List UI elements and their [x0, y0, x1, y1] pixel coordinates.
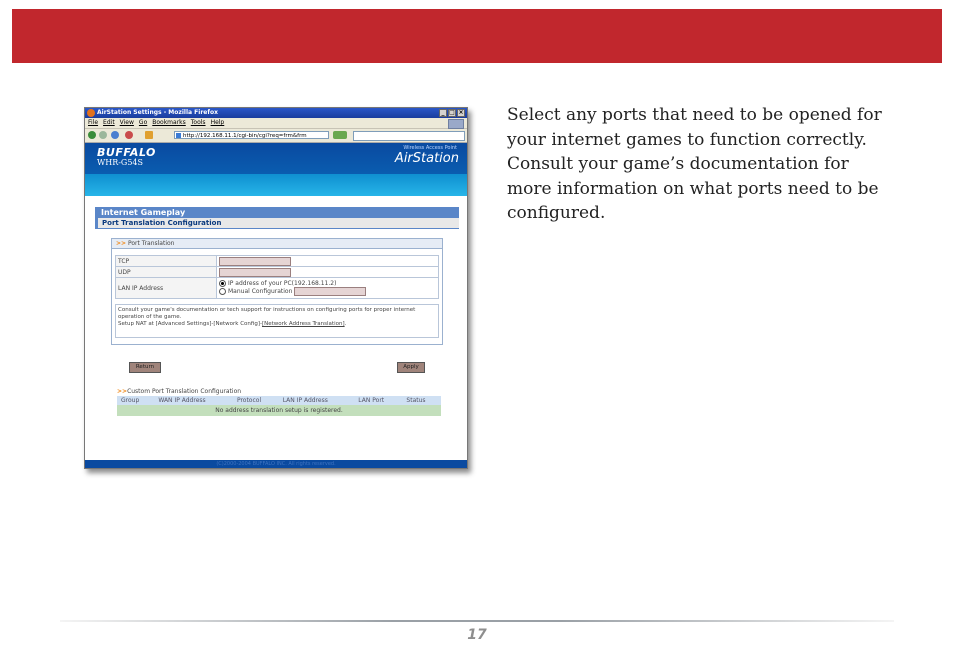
tcp-row	[116, 256, 439, 267]
udp-row	[116, 267, 439, 278]
custom-title: Custom Port Translation Configuration	[127, 388, 242, 395]
arrow-icon: >>	[116, 240, 127, 247]
close-button[interactable]: ×	[458, 109, 464, 116]
menu-file[interactable]: File	[88, 119, 99, 126]
menu-view[interactable]: View	[119, 119, 134, 126]
apply-button[interactable]: Apply	[397, 362, 425, 373]
section-title: Internet Gameplay	[95, 207, 459, 218]
instructions-note	[115, 304, 439, 338]
tcp-label: TCP	[116, 256, 217, 267]
manual-ip-input[interactable]	[294, 287, 366, 296]
table-row	[117, 405, 441, 416]
router-content	[85, 207, 467, 416]
manual-option: Manual Configuration	[228, 288, 293, 295]
menu-tools[interactable]: Tools	[190, 119, 206, 126]
firefox-icon	[87, 109, 95, 117]
browser-screenshot	[84, 107, 468, 469]
forward-icon[interactable]	[99, 131, 107, 139]
nat-link[interactable]: [Network Address Translation]	[261, 321, 345, 327]
tcp-port-input[interactable]	[219, 257, 291, 266]
footer-divider	[60, 620, 894, 622]
description-text: Select any ports that need to be opened for your internet games to function correctly. Consult your game’s documentation for more information on what ports need to be configured.	[507, 105, 882, 223]
tagline: Wireless Access Point	[403, 145, 457, 151]
panel-title	[112, 239, 442, 249]
menu-bookmarks[interactable]: Bookmarks	[152, 119, 186, 126]
pc-ip-option: IP address of your PC(192.168.11.2)	[228, 280, 337, 287]
router-header	[85, 143, 467, 196]
col-status: Status	[402, 396, 441, 405]
port-translation-panel	[111, 238, 443, 345]
manual-radio[interactable]	[219, 288, 226, 295]
custom-config-section	[117, 388, 441, 416]
lan-ip-label: LAN IP Address	[116, 278, 217, 299]
custom-table-header	[117, 396, 441, 405]
reload-icon[interactable]	[111, 131, 119, 139]
model-name: WHR-G54S	[97, 158, 143, 167]
menu-bar	[85, 118, 467, 129]
udp-label: UDP	[116, 267, 217, 278]
page-icon	[176, 133, 181, 138]
navigation-toolbar	[85, 129, 467, 143]
note-line-1: Consult your game's documentation or tech support for instructions on configuring ports for proper internet operation of the game.	[118, 307, 416, 320]
home-icon[interactable]	[145, 131, 153, 139]
col-lan-port: LAN Port	[354, 396, 402, 405]
button-row	[95, 362, 459, 376]
maximize-button[interactable]: □	[449, 109, 455, 116]
col-protocol: Protocol	[233, 396, 279, 405]
col-group: Group	[117, 396, 154, 405]
return-button[interactable]: Return	[129, 362, 161, 373]
copyright-footer: (C)2000-2004 BUFFALO INC. All rights reserved.	[85, 460, 467, 468]
throbber-icon	[448, 119, 464, 129]
col-wan-ip: WAN IP Address	[154, 396, 233, 405]
udp-port-input[interactable]	[219, 268, 291, 277]
window-title: AirStation Settings - Mozilla Firefox	[97, 109, 218, 116]
section-subtitle: Port Translation Configuration	[95, 218, 459, 229]
menu-edit[interactable]: Edit	[103, 119, 115, 126]
minimize-button[interactable]: _	[439, 109, 447, 117]
pc-ip-radio[interactable]	[219, 280, 226, 287]
page-number: 17	[467, 627, 487, 643]
note-line-2: Setup NAT at [Advanced Settings]-[Network Config]-	[118, 321, 262, 327]
empty-message: No address translation setup is registered.	[117, 405, 441, 416]
header-bar	[12, 9, 942, 63]
menu-go[interactable]: Go	[138, 119, 148, 126]
menu-help[interactable]: Help	[210, 119, 225, 126]
back-icon[interactable]	[88, 131, 96, 139]
note-end: .	[344, 321, 347, 327]
url-input[interactable]	[174, 131, 329, 139]
col-lan-ip: LAN IP Address	[279, 396, 355, 405]
stop-icon[interactable]	[125, 131, 133, 139]
custom-table	[117, 396, 441, 416]
port-table	[115, 255, 439, 299]
arrow-icon: >>	[117, 388, 128, 395]
window-titlebar	[85, 108, 467, 118]
url-text: http://192.168.11.1/cgi-bin/cgi?req=frm&frm	[183, 133, 307, 139]
go-icon[interactable]	[333, 131, 347, 139]
lan-ip-row	[116, 278, 439, 299]
buffalo-logo: BUFFALO	[97, 146, 156, 159]
search-input[interactable]	[353, 131, 465, 141]
panel-title-text: Port Translation	[127, 240, 175, 247]
header-stripe	[85, 174, 467, 196]
airstation-logo: AirStation	[394, 151, 459, 166]
